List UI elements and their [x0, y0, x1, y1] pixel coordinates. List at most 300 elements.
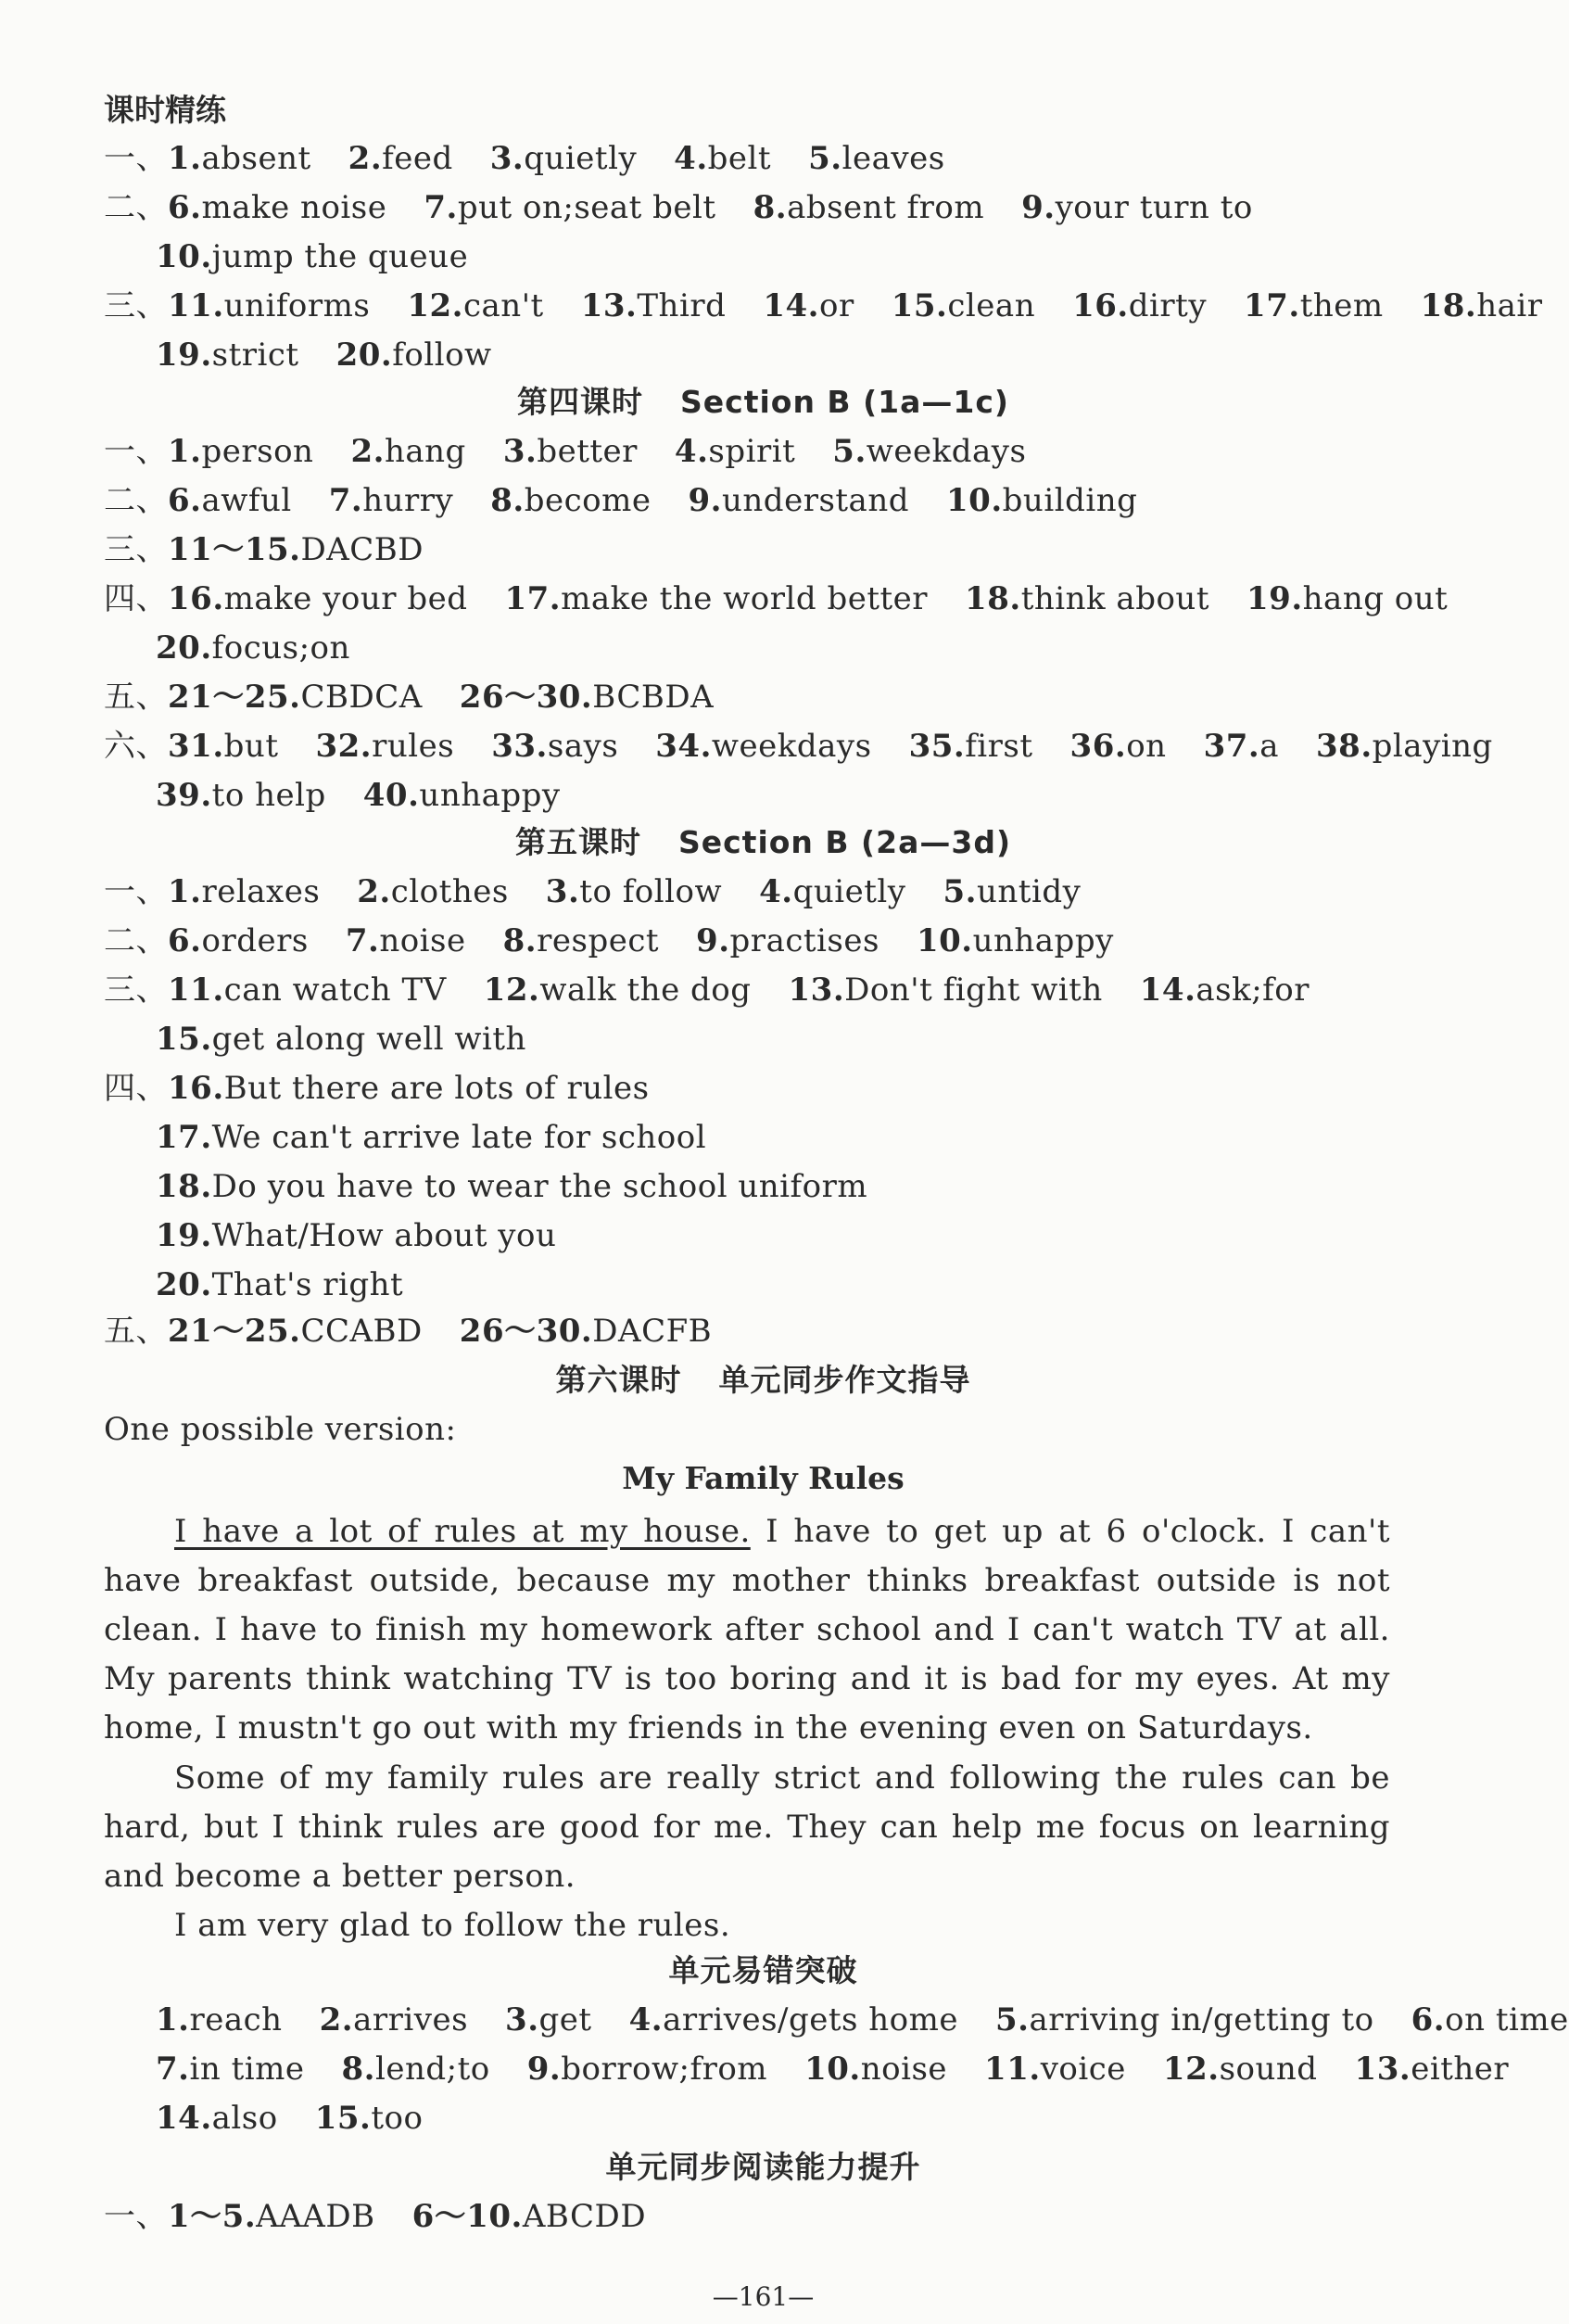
answer-text: But there are lots of rules [223, 1070, 650, 1107]
answer-line [104, 678, 714, 717]
answer-text: Don't fight with [844, 972, 1103, 1009]
answer-text: BCBDA [592, 679, 715, 716]
answer-item [892, 286, 1035, 325]
answer-item [503, 432, 638, 471]
answer-number: 12. [407, 287, 463, 324]
answer-item [348, 139, 453, 178]
answer-item [156, 1265, 403, 1304]
lesson-heading-4: 第四课时 Section B (1a—1c) [516, 384, 1009, 420]
answer-item [1163, 2050, 1318, 2089]
answer-item [156, 1167, 867, 1206]
answer-number: 9. [688, 482, 723, 519]
answer-line [104, 286, 1543, 325]
answer-number: 1. [168, 140, 202, 177]
answer-text: understand [722, 482, 909, 519]
answer-number: 9. [696, 922, 730, 959]
answer-line [104, 530, 424, 569]
answer-text: either [1411, 2051, 1510, 2088]
answer-item [329, 481, 454, 520]
answer-number: 12. [1162, 2051, 1220, 2088]
answer-number: 26～30. [459, 679, 593, 716]
answer-text: absent from [787, 189, 985, 226]
answer-line [104, 1069, 650, 1108]
answer-line [156, 2050, 1509, 2089]
answer-text: feed [382, 140, 453, 177]
answer-number: 16. [168, 1070, 224, 1107]
answer-item [460, 1312, 712, 1351]
answer-text: think about [1020, 580, 1209, 617]
answer-item [655, 727, 871, 766]
answer-number: 6. [168, 189, 202, 226]
answer-text: also [211, 2100, 278, 2137]
answer-item [490, 481, 651, 520]
answer-number: 19. [1246, 580, 1303, 617]
answer-text: focus;on [211, 629, 350, 667]
question-group-number: 三、 [104, 287, 168, 324]
lesson-heading-5: 第五课时 Section B (2a—3d) [514, 824, 1012, 860]
answer-item [168, 921, 309, 960]
answer-item [156, 237, 468, 276]
answer-text: orders [201, 922, 309, 959]
answer-text: practises [729, 922, 879, 959]
answer-number: 11～15. [168, 531, 301, 568]
answer-item [336, 336, 492, 375]
answer-item [315, 727, 454, 766]
answer-line [156, 237, 468, 276]
answer-number: 6. [168, 922, 202, 959]
answer-number: 13. [580, 287, 638, 324]
answer-number: 3. [502, 433, 538, 470]
answer-number: 19. [156, 337, 212, 374]
question-group-number: 一、 [104, 140, 168, 177]
answer-number: 39. [156, 777, 212, 814]
answer-number: 15. [314, 2100, 372, 2137]
answer-number: 20. [156, 629, 212, 667]
answer-number: 13. [1354, 2051, 1411, 2088]
answer-text: clothes [390, 873, 509, 910]
question-group-number: 五、 [104, 1313, 168, 1350]
answer-text: make the world better [561, 580, 929, 617]
answer-text: hang [384, 433, 466, 470]
answer-text: weekdays [711, 728, 872, 765]
answer-item [789, 971, 1103, 1010]
answer-text: make noise [201, 189, 387, 226]
answer-item [156, 1118, 706, 1157]
answer-number: 11. [984, 2051, 1041, 2088]
answer-text: strict [211, 337, 299, 374]
answer-text: unhappy [419, 777, 561, 814]
answer-text: to follow [579, 873, 723, 910]
question-group-number: 二、 [104, 189, 168, 226]
answer-item [1204, 727, 1279, 766]
answer-item [168, 286, 370, 325]
answer-line [104, 188, 1253, 227]
answer-item [315, 2099, 424, 2138]
answer-number: 18. [156, 1168, 212, 1205]
answer-number: 3. [505, 2001, 539, 2038]
answer-number: 2. [350, 433, 385, 470]
answer-text: AAADB [256, 2198, 375, 2235]
answer-item [689, 481, 909, 520]
answer-number: 36. [1069, 728, 1127, 765]
answer-item [168, 481, 292, 520]
answer-number: 10. [804, 2051, 861, 2088]
answer-number: 17. [504, 580, 562, 617]
lesson-heading-6: 第六课时 单元同步作文指导 [555, 1362, 971, 1398]
answer-line [156, 1265, 403, 1304]
answer-item [156, 1020, 526, 1059]
answer-number: 4. [674, 140, 708, 177]
answer-number: 10. [156, 238, 212, 275]
answer-item [1355, 2050, 1510, 2089]
answer-item [168, 139, 311, 178]
answer-text: spirit [708, 433, 796, 470]
answer-text: make your bed [223, 580, 468, 617]
answer-text: quietly [524, 140, 638, 177]
answer-item [943, 872, 1082, 911]
answer-number: 10. [916, 922, 973, 959]
answer-text: playing [1372, 728, 1493, 765]
answer-text: them [1299, 287, 1384, 324]
answer-line [104, 971, 1310, 1010]
section-title: 课时精练 [104, 92, 226, 128]
answer-text: borrow;from [561, 2051, 768, 2088]
page-number: —161— [712, 2281, 815, 2312]
answer-item [527, 2050, 767, 2089]
answer-number: 4. [628, 2001, 664, 2038]
answer-text: arrives [353, 2001, 469, 2038]
answer-text: absent [201, 140, 311, 177]
answer-line [104, 872, 1081, 911]
answer-number: 1. [168, 873, 202, 910]
answer-item [946, 481, 1137, 520]
question-group-number: 三、 [104, 972, 168, 1009]
answer-text: leaves [841, 140, 945, 177]
answer-item [1421, 286, 1543, 325]
answer-item [491, 727, 618, 766]
answer-line [156, 1167, 867, 1206]
answer-item [156, 2099, 278, 2138]
answer-number: 5. [808, 140, 842, 177]
answer-text: a [1259, 728, 1280, 765]
answer-number: 33. [491, 728, 548, 765]
answer-number: 31. [168, 728, 224, 765]
question-group-number: 二、 [104, 922, 168, 959]
answer-text: hair [1476, 287, 1543, 324]
answer-item [346, 921, 466, 960]
answer-number: 18. [1420, 287, 1477, 324]
answer-text: ask;for [1196, 972, 1310, 1009]
answer-line [156, 629, 350, 667]
answer-item [168, 432, 313, 471]
answer-text: sound [1219, 2051, 1318, 2088]
answer-text: hang out [1302, 580, 1449, 617]
answer-line [104, 432, 1026, 471]
answer-text: but [223, 728, 279, 765]
answer-number: 16. [168, 580, 224, 617]
answer-number: 13. [788, 972, 845, 1009]
answer-number: 7. [424, 189, 458, 226]
answer-number: 18. [965, 580, 1021, 617]
answer-number: 3. [489, 140, 525, 177]
answer-text: unhappy [972, 922, 1114, 959]
answer-item [168, 1312, 423, 1351]
answer-item [168, 1069, 650, 1108]
answer-item [168, 678, 423, 717]
answer-number: 2. [357, 873, 391, 910]
answer-text: We can't arrive late for school [211, 1119, 707, 1156]
answer-number: 21～25. [168, 1313, 301, 1350]
answer-item [965, 579, 1209, 618]
answer-line [156, 2000, 1569, 2039]
answer-text: jump the queue [211, 238, 469, 275]
answer-item [341, 2050, 489, 2089]
answer-item [156, 629, 350, 667]
answer-number: 8. [753, 189, 788, 226]
answer-item [505, 2000, 592, 2039]
answer-number: 34. [655, 728, 712, 765]
answer-line [156, 776, 561, 815]
answer-item [1316, 727, 1493, 766]
answer-item [984, 2050, 1126, 2089]
answer-text: rules [372, 728, 455, 765]
answer-number: 7. [156, 2051, 190, 2088]
answer-number: 4. [674, 433, 709, 470]
answer-item [168, 2197, 375, 2236]
answer-number: 20. [156, 1266, 212, 1303]
answer-item [484, 971, 752, 1010]
answer-item [350, 432, 465, 471]
answer-line [104, 2197, 646, 2236]
answer-text: noise [379, 922, 466, 959]
answer-item [156, 2050, 304, 2089]
essay-title: My Family Rules [622, 1460, 905, 1496]
answer-text: relaxes [201, 873, 321, 910]
answer-item [753, 188, 985, 227]
answer-line [104, 921, 1114, 960]
answer-number: 19. [156, 1217, 212, 1254]
answer-item [357, 872, 509, 911]
answer-text: hurry [362, 482, 454, 519]
answer-text: arriving in/getting to [1029, 2001, 1374, 2038]
answer-text: weekdays [866, 433, 1027, 470]
answer-item [674, 139, 771, 178]
answer-item [581, 286, 727, 325]
answer-text: on [1126, 728, 1167, 765]
answer-text: arrives/gets home [663, 2001, 959, 2038]
answer-item [156, 776, 326, 815]
answer-number: 7. [328, 482, 363, 519]
essay-intro: One possible version: [104, 1411, 457, 1448]
answer-item [168, 579, 467, 618]
essay-paragraph-3: I am very glad to follow the rules. [174, 1907, 731, 1944]
answer-number: 1～5. [168, 2198, 257, 2235]
mistakes-heading: 单元易错突破 [668, 1952, 858, 1988]
answer-number: 5. [995, 2001, 1030, 2038]
answer-item [168, 971, 447, 1010]
answer-number: 6. [1411, 2001, 1446, 2038]
answer-number: 2. [319, 2001, 354, 2038]
answer-item [696, 921, 879, 960]
answer-text: belt [707, 140, 772, 177]
answer-line [104, 139, 945, 178]
answer-text: to help [211, 777, 326, 814]
answer-number: 3. [545, 873, 580, 910]
answer-number: 9. [1021, 189, 1056, 226]
answer-number: 1. [156, 2001, 190, 2038]
answer-text: CBDCA [300, 679, 423, 716]
answer-number: 14. [763, 287, 819, 324]
answer-number: 14. [1139, 972, 1196, 1009]
answer-item [1072, 286, 1207, 325]
answer-item [909, 727, 1033, 766]
answer-text: clean [947, 287, 1036, 324]
answer-text: CCABD [300, 1313, 423, 1350]
answer-text: respect [537, 922, 660, 959]
answer-item [995, 2000, 1374, 2039]
answer-text: awful [201, 482, 292, 519]
answer-text: Do you have to wear the school uniform [211, 1168, 868, 1205]
answer-text: on time [1445, 2001, 1569, 2038]
answer-item [1140, 971, 1310, 1010]
answer-text: dirty [1128, 287, 1208, 324]
question-group-number: 四、 [104, 580, 168, 617]
answer-line [156, 1020, 526, 1059]
answer-line [156, 1118, 706, 1157]
answer-text: untidy [977, 873, 1082, 910]
answer-text: follow [392, 337, 492, 374]
answer-item [504, 579, 928, 618]
answer-text: first [965, 728, 1033, 765]
question-group-number: 一、 [104, 873, 168, 910]
answer-item [1244, 286, 1384, 325]
answer-text: in time [189, 2051, 305, 2088]
answer-text: can't [462, 287, 544, 324]
answer-text: too [371, 2100, 424, 2137]
answer-number: 17. [1244, 287, 1300, 324]
answer-number: 35. [908, 728, 966, 765]
answer-text: Third [637, 287, 727, 324]
answer-number: 26～30. [459, 1313, 593, 1350]
answer-number: 38. [1316, 728, 1373, 765]
answer-number: 5. [943, 873, 978, 910]
answer-number: 10. [946, 482, 1003, 519]
question-group-number: 三、 [104, 531, 168, 568]
answer-number: 8. [502, 922, 538, 959]
question-group-number: 二、 [104, 482, 168, 519]
answer-text: uniforms [223, 287, 371, 324]
answer-item [490, 139, 637, 178]
answer-number: 1. [168, 433, 202, 470]
answer-item [156, 1216, 556, 1255]
answer-item [424, 188, 715, 227]
answer-item [407, 286, 543, 325]
answer-text: quietly [792, 873, 906, 910]
answer-number: 5. [832, 433, 867, 470]
answer-item [156, 336, 299, 375]
answer-item [460, 678, 714, 717]
answer-text: put on;seat belt [457, 189, 716, 226]
answer-text: walk the dog [539, 972, 752, 1009]
answer-number: 20. [335, 337, 393, 374]
answer-item [168, 727, 278, 766]
answer-line [104, 727, 1493, 766]
answer-text: says [547, 728, 619, 765]
answer-number: 17. [156, 1119, 212, 1156]
answer-line [156, 336, 492, 375]
answer-text: ABCDD [522, 2198, 647, 2235]
answer-number: 12. [483, 972, 540, 1009]
answer-item [156, 2000, 283, 2039]
answer-item [804, 2050, 947, 2089]
answer-text: reach [189, 2001, 283, 2038]
question-group-number: 四、 [104, 1070, 168, 1107]
answer-item [629, 2000, 958, 2039]
essay-topic-sentence: I have a lot of rules at my house. [174, 1513, 751, 1550]
answer-number: 16. [1072, 287, 1129, 324]
answer-item [808, 139, 945, 178]
answer-number: 37. [1203, 728, 1260, 765]
answer-text: lend;to [374, 2051, 490, 2088]
answer-item [412, 2197, 647, 2236]
answer-number: 2. [348, 140, 383, 177]
answer-item [168, 872, 320, 911]
answer-number: 11. [168, 287, 224, 324]
answer-number: 40. [362, 777, 420, 814]
answer-number: 11. [168, 972, 224, 1009]
answer-text: better [537, 433, 638, 470]
answer-item [503, 921, 659, 960]
essay-paragraph-2: Some of my family rules are really strict and following the rules can be hard, but I think rules are good for me. They can help me focus on learning and become a better person. [104, 1759, 1390, 1895]
answer-item [759, 872, 905, 911]
answer-item [763, 286, 854, 325]
answer-text: get along well with [211, 1021, 526, 1058]
answer-line [156, 2099, 423, 2138]
answer-item [1411, 2000, 1569, 2039]
answer-text: become [524, 482, 652, 519]
answer-item [1246, 579, 1448, 618]
answer-number: 6～10. [411, 2198, 523, 2235]
answer-text: voice [1040, 2051, 1126, 2088]
answer-text: That's right [211, 1266, 404, 1303]
reading-heading: 单元同步阅读能力提升 [605, 2149, 921, 2185]
answer-number: 4. [759, 873, 793, 910]
answer-number: 8. [490, 482, 525, 519]
answer-text: noise [860, 2051, 948, 2088]
answer-line [104, 1312, 712, 1351]
answer-item [320, 2000, 468, 2039]
answer-text: What/How about you [211, 1217, 557, 1254]
answer-item [363, 776, 561, 815]
answer-number: 15. [891, 287, 948, 324]
answer-text: building [1002, 482, 1138, 519]
question-group-number: 一、 [104, 433, 168, 470]
answer-number: 9. [526, 2051, 562, 2088]
answer-line [104, 481, 1137, 520]
answer-line [156, 1216, 556, 1255]
question-group-number: 五、 [104, 679, 168, 716]
answer-number: 8. [341, 2051, 375, 2088]
answer-line [104, 579, 1448, 618]
answer-text: or [819, 287, 854, 324]
answer-item [168, 188, 386, 227]
answer-number: 14. [156, 2100, 212, 2137]
answer-item [168, 530, 424, 569]
answer-item [1021, 188, 1253, 227]
essay-paragraph-1: I have a lot of rules at my house. I have to get up at 6 o'clock. I can't have breakfast outside, because my mother thinks breakfast outside is not clean. I have to finish my homework after school and I can't watch TV at all. My parents think watching TV is too boring and it is bad for my eyes. At my home, I mustn't go out with my friends in the evening even on Saturdays. [104, 1513, 1391, 1746]
question-group-number: 一、 [104, 2198, 168, 2235]
answer-number: 7. [345, 922, 380, 959]
